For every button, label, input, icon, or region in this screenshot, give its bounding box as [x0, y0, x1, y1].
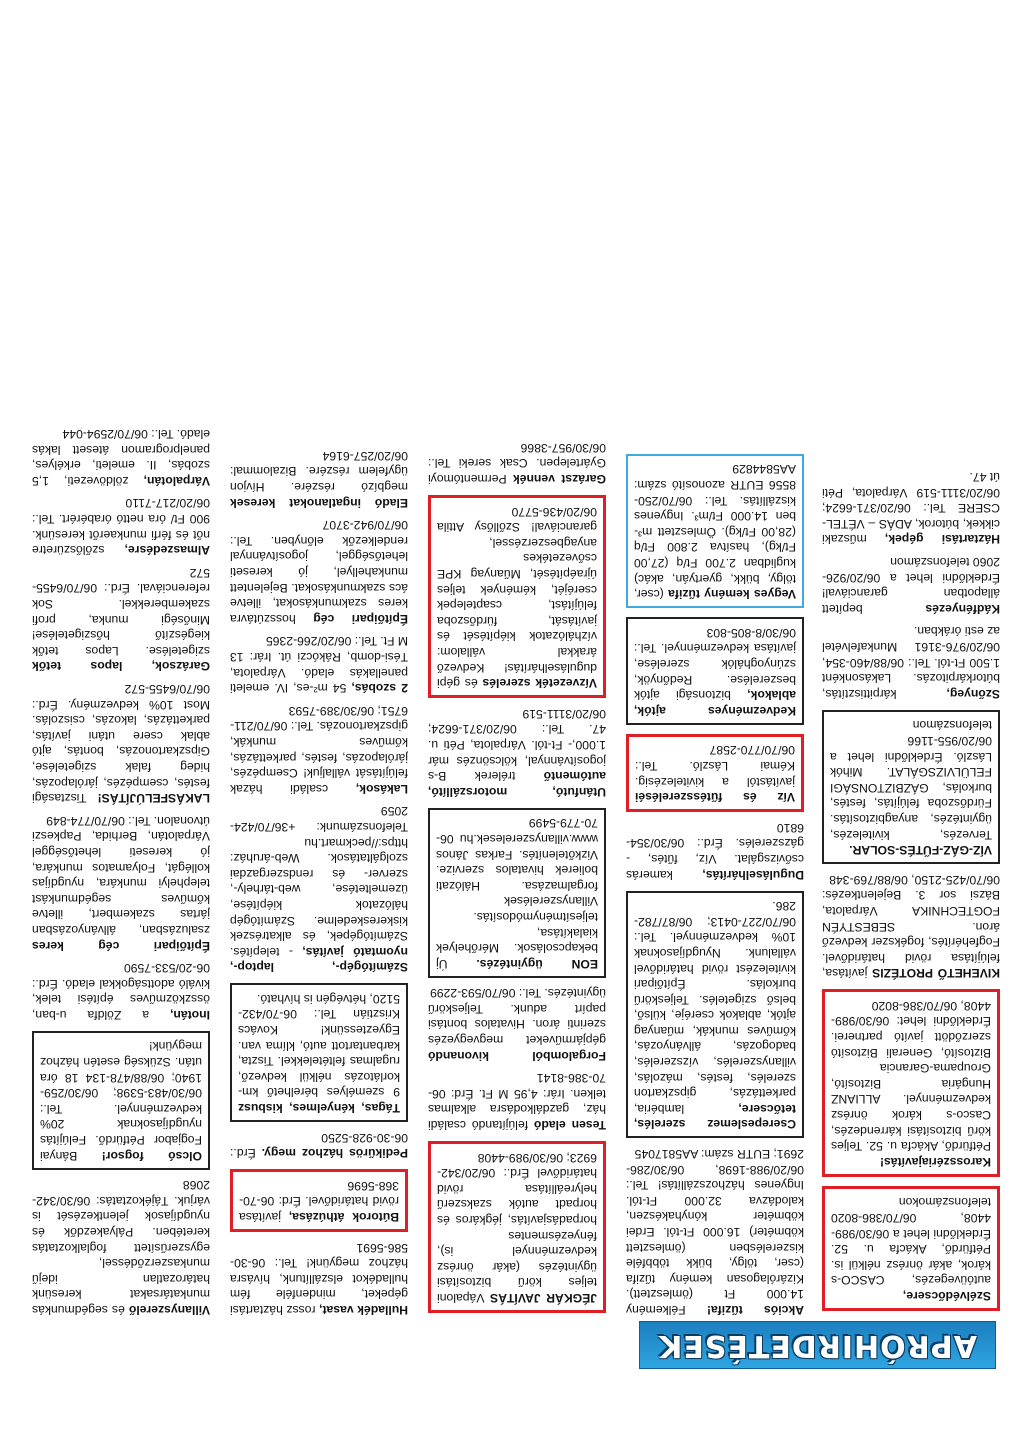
ad-column-4: [230, 27, 408, 1317]
classified-ad: [230, 1169, 408, 1232]
classified-ad: [230, 1129, 408, 1160]
ad-body: Félkemény 14.000 Ft (ömlesztett). Kizárólagosan kemény tűzifa (cser, tölgy, bükk többféle kiszerelésben (ömlesztett köbméter) 16.000 Ft-tól. Erdei köbméter kónyhakészen, kalodázva 32.000 Ft-tól. Ingyenes házhozszállítás! Tel.: 06/20/988-1698, 06/30/286-2691; EUTR szám: AA5817045: [626, 1147, 804, 1317]
ad-title: Kedvezményes ajtók, ablakok,: [634, 688, 796, 718]
classified-ad: [32, 426, 210, 488]
classified-ad: [32, 812, 210, 952]
ad-title: LAKÁSFELÚJÍTÁS!: [97, 791, 210, 806]
ad-body: és segédmunkás munkatársakat keresünk határozatlan idejű munkaszerződéssel, egyszerűsített foglalkoztatás keretében. Pályakezdők és nyugdíjasok jelentkezését is várjuk. Tájékoztatás: 06/30/342-2068: [32, 1178, 210, 1317]
ad-title: Víz és fűtésszereléséi: [635, 790, 795, 805]
ad-title: Háztartási gépek,: [884, 532, 1000, 547]
classified-ad: [32, 960, 210, 1022]
ad-body: Permentómoyi Gyártelepen. Csak sereki Tel.: 06/30/957-3866: [428, 440, 606, 487]
classifieds-banner: [639, 1321, 996, 1369]
classified-ad: [428, 808, 606, 978]
ad-body: autóüvegezés, CASCO-s károk, akár önrész nélkül is. Pétfürdő, Akácfa u. 52. Érdeklődni lehet a 06/30/989-4408, 06/70/386-8020 telefonszámokon: [831, 1195, 991, 1288]
classified-ad: [822, 553, 1000, 615]
ad-title: Villanyszerelő: [128, 1303, 210, 1317]
ad-title: Cserepeslemez szerelés, tetőcsere,: [634, 1101, 796, 1132]
ad-column-2: [626, 27, 804, 1317]
ad-title: 2 szobás,: [351, 681, 408, 696]
ad-title: Tágas, kényelmes, kisbusz: [238, 1101, 400, 1116]
ad-body: családi házak felújítását vállaljuk! Csempézés, járólapozás, festés, parkettázás, kőműves munkák, gipszkartonozás. Tel.: 06/70/211-6751; 06/30/389-7593: [230, 703, 408, 796]
ad-body: 9 személyes bérelhető km-korlátozás nélkül kedvező, rugalmas feltételekkel. Tiszta, karbantartott autó, klíma van. Egyeztessünk! Kovács Krisztián Tel.: 06-70/432-5120, hétvégén is hívható.: [238, 991, 400, 1100]
classified-ad: [822, 710, 1000, 864]
ad-body: - telepítés. Számítógépek, és alkatrészek kiskereskedelme. Számítógép hálózatok kiépítése, üzemeltetése, web-tárhely-, szerver- és rendszergazdai szolgáltatások. Web-áruház: https://peckmart.hu Telefonszámunk: +36/70/424-2059: [230, 804, 408, 959]
ad-body: 54 m²-es, IV. emeleti panellakás eladó. Várpalota, Tési-domb, Rákóczi út. Irár: 13 M Ft. Tel.: 06/20/266-2365: [230, 634, 408, 696]
ad-title: Karosszériajavítás!: [879, 1154, 991, 1169]
ad-title: Garázst vennék: [512, 472, 606, 487]
ad-title: Kádfényezés: [925, 601, 1000, 616]
classified-ad: [230, 702, 408, 796]
ad-title: EON ügyintézés.: [476, 956, 598, 971]
ad-title: Eladó ingatlanokat keresek: [230, 495, 408, 510]
ad-body: bepített állapotban garanciával! Érdeklődni lehet a 06/20/926-2060 telefonszámon: [822, 555, 1000, 616]
classified-ad: [32, 1031, 210, 1170]
ad-title: Várpalotán,: [143, 473, 210, 488]
banner-title: APRÓHIRDETÉSEK: [658, 1328, 977, 1363]
ad-body: Pétfürdő, Akácfa u. 52. Teljes körű biztosítási kárrendezés, Casco-s károk önrész kedvezménnyel. ALLIANZ Hungária Biztosító, Groupama-Garancia Biztosító, Generali Biztosító szerződött javító partnerei. Érdeklődni lehet: 06/30/989-4408, 06/70/386-8020: [831, 998, 991, 1154]
classified-ad: [822, 871, 1000, 980]
ad-column-1: [822, 25, 1000, 1315]
classified-ad: [428, 1070, 606, 1132]
ad-body: javítása, felújítása rövid határidővel. Fogfehérítés, fogékszer kedvező áron. SEBESTYÉN FOGTECHNIKA Várpalota, Bázsi sor 3. Bejelentkezés: 06/70/425-2150, 06/88/769-348: [822, 872, 1000, 981]
classified-ad: [32, 680, 210, 805]
classified-ad: [230, 1239, 408, 1317]
classified-ad: [626, 819, 804, 881]
classified-ad: [428, 495, 606, 698]
classified-ad: [626, 617, 804, 725]
ad-body: lambéria, parkettázás, gipszkarton szerelés, festés, mázolás, villanyszerelés, vízszerelés, badogozás, állványozás, kőműves munkák, műanyag ajtók, ablakok cseréje, külső, belső szigetelés. Teljeskörű burkolás. Építőipari kivitelezést rövid határidővel vállalunk. Nyugdíjasoknak 10% kedvezménnyel. Tel.: 06/70/227-0413; 06/87/782-286.: [634, 899, 796, 1116]
ad-body: Vápaloni teljes körű biztosítási ügyintézés (akár önrész kedvezménnyel is), fényezésmentes horpadásjavítás, jégkáros és horpadt autók szakszerű helyreállítása rövid határidővel Érd.: 06/20/342-6923; 06/30/989-4408: [437, 1150, 597, 1305]
ad-title: JÉGKÁR JAVÍTÁS: [490, 1291, 597, 1305]
ad-title: Vegyes kemény tűzifa: [668, 587, 796, 602]
ad-title: Számítógép-, laptop-, nyomtató javítás,: [230, 944, 408, 975]
ad-title: Olcsó fogsor!: [101, 1148, 202, 1163]
ad-body: Bányai Fogjabor Pétfürdő. Felújítás nyugdíjasoknak 20% kedvezménnyel. Tel.: 06/30/483-5398; 06/30/259-1940; 06/88/478-134 18 óra után. Szükség esetén házhoz megyünk!: [40, 1039, 202, 1163]
classified-ad: [230, 447, 408, 509]
classified-ad: [626, 734, 804, 812]
classified-ad: [822, 623, 1000, 701]
classified-ad: [230, 983, 408, 1122]
ad-body: megbízó részére. Hívjon ügyfelem részére. Bizalommal: 06/20/257-6164: [230, 448, 408, 495]
ad-title: Bútorok áthúzása,: [288, 1210, 399, 1225]
classified-ad: [32, 564, 210, 673]
ad-body: zsaluzásban, állványozásban jártas szakembert, illetve kőműves segédmunkást telephelyi munkára, nyugdíjas kollégát, Folyamatos munkára, jó kereseti lehetőséggel Várpalotán, Berhida, Papkeszi útvonalon. Tel.: 06/70/774-849: [32, 813, 210, 937]
ad-column-3: [428, 27, 606, 1317]
ad-body: rossz háztartási gépeket, mindenféle fém hulladékot elszállítunk, hívásra házhoz megyünk! Tel.: 06-30-586-5691: [230, 1240, 408, 1317]
ad-body: és gépi duguláselhárítás! Kedvező árakkal vállalom: vízhálózatok kiépítését és javítását, fürdőszoba felújítást, csaptelepek cseréjét, kémények teljes újraépítését, Műanyag KPE csővezetékes anyagbeszerzéssel, garanciával! Szőllősy Attila 06/20/436-5770: [437, 504, 597, 691]
classified-ad: [428, 1141, 606, 1313]
classified-ad: [428, 985, 606, 1063]
ad-body: trélerek B-s jogosítvánnyal, kölcsönzés már 1.000,- Ft-tól. Várpalota, Péti u. 47. Tel.: 06/20/371-6624; 06/20/3111-519: [428, 706, 606, 784]
ad-title: Lakások,: [355, 781, 408, 796]
classified-ad: [428, 705, 606, 799]
classified-ad: [822, 989, 1000, 1177]
ad-body: Tisztasági festés, csempézés, járólapozás, hideg falak szigetelése, Gipszkartonozás, bontás, ajtó ablak csere utáni javítás, parkettázás, lakozás, csiszolás. Most 10% kedvezmény. Érd.: 06/70/6455-572: [32, 682, 210, 806]
ad-body: szigetelése. Lapos tetők kiegészítő hőszigetelése! Minőségi munka, profi szakemberekkel. Sok referenciával. Érd.: 06/70/6455-572: [32, 565, 210, 658]
ad-body: hosszútávra keres szakmunkásokat, illetve ács szakmunkásokat. Bejelentett munkahellyel, jó kereseti lehetőséggel, jogosítvánnyal rendelkezők előnyben. Tel.: 06/70/942-3707: [230, 518, 408, 626]
ad-title: KIVEHETŐ PROTÉZIS: [872, 966, 1000, 981]
ad-body: a Zöldfa u-ban, összközműves építési telek, kiváló adottságokkal eladó. Érd.: 06-20/533-7590: [32, 961, 210, 1022]
ad-title: Építőipari cég keres: [32, 938, 210, 953]
ad-body: javítása rövid határidővel. Érd: 06-70-368-5696: [239, 1178, 399, 1225]
ad-title: Pedikűrös házhoz megy.: [261, 1146, 408, 1161]
ad-title: VÍZ-GÁZ-FŰTÉS-SOLAR.: [849, 843, 992, 858]
ad-title: Almaszedésre,: [124, 543, 210, 558]
ad-body: műszaki cikkek, bútorok, ADÁS – VÉTEL- CSERE Tel.: 06/20/371-6624; 06/20/3111-519 Várpalota, Péti út 47.: [822, 470, 1000, 547]
classified-ad: [626, 1145, 804, 1317]
ad-title: Akciós tűzifa!: [706, 1303, 804, 1317]
classified-ad: [626, 454, 804, 608]
ad-body: kamerás csővizsgálat. Víz, fűtés, - gázszerelés. Érd.: 06/30/354-6810: [626, 820, 804, 882]
ad-body: kárpittisztítás, bútorkárpitozás. Lakásonként 1.500 Ft-tól. Tel.: 06/88/460-354, 06/20/976-3161 Munkafelvétel az esti órákban.: [822, 624, 1000, 701]
ad-body: szőlőszüretre nőt és férfi munkaerőt keresünk. 900 Ft/ óra nettó órabérért. Tel.: 06/20/217-7110: [32, 496, 210, 558]
ad-title: Garázsok, lapos tetők: [32, 659, 210, 674]
classified-ad: [230, 633, 408, 695]
ad-title: Építőipari cég: [313, 611, 408, 626]
ad-title: Tesen eladó: [533, 1118, 606, 1133]
classified-ad: [32, 1177, 210, 1317]
ad-title: Forgalomból kivonandó: [428, 1048, 606, 1063]
ad-body: Érd.: 06-30-928-5250: [230, 1130, 408, 1161]
ad-body: felújítandó családi ház, gazdálkodásra alkalmas telken. Irár: 4,95 M Ft. Érd: 06-70-386-8141: [428, 1071, 606, 1133]
ad-body: Új bekapcsolások. Mérőhelyek kialakítása, teljesítménymódosítás. Villanyszerelések forgalmazása. Hálózati bolierek hivatalos szervize. Vizkőtelenítés. Farkas János www.villanyszerelesek.hu 06-70-779-5499: [435, 816, 598, 971]
ad-body: Tervezés, kivitelezés, ügyintézés, anyagbiztosítás. Fürdőszoba felújítás, festés, burkolás, GÁZBIZTONSÁGI FELÜLVIZSGÁLAT. Mihók László. Érdeklődni lehet a 06/20/955-1166 telefonszámon: [830, 718, 992, 842]
classified-ad: [428, 439, 606, 486]
ad-title: Duguláselhárítás,: [702, 867, 804, 882]
classified-ad: [626, 891, 804, 1139]
classified-ad: [32, 495, 210, 557]
ad-title: Inotán,: [170, 1007, 210, 1022]
classified-ad: [822, 469, 1000, 547]
ad-body: javítástól a kivitelezésig. Kémai László. Tel.: 06/70/770-2587: [635, 743, 795, 789]
ad-body: gépjárműveket megvegyezés szerinti áron. Hivatalos bontási papírt adunk. Teljeskörű ügyintézés. Tel.: 06/70/593-2299: [428, 986, 606, 1048]
classified-ad: [230, 803, 408, 975]
ad-body: biztonsági ajtók beszerelése. Redőnyök, szúnyoghálók szerelése, javítása kedvezménnyel. Tel.: 06/30/8-805-803: [634, 625, 796, 703]
ad-body: (cser, tölgy, bükk, gyertyán, akác) kuglidban 2.700 Ft/q (27,00 Ft/kg), hasítva 2.800 Ft/q (28,00 Ft/kg). Ömlesztett m³-ben 14.000 Ft/m³. Ingyenes kiszállítás. Tel.: 06/70/250-8556 EUTR azonosító szám: AA5844829: [634, 462, 796, 602]
classified-ad: [230, 517, 408, 626]
ad-title: Szőnyeg,: [946, 686, 1000, 701]
ad-title: Hulladék vasat,: [319, 1303, 408, 1317]
ad-column-5: [32, 27, 210, 1317]
ad-title: Utánfutó, motorszállító, autómentő: [428, 769, 606, 799]
ad-title: Szélvédőcsere,: [902, 1289, 991, 1303]
classified-ad: [822, 1186, 1000, 1311]
ad-title: Vízvezeték szerelés: [482, 676, 597, 691]
ad-body: zöldövezeti, 1,5 szobás, II. emeleti, erkélyes, panelprogramon átesett lakás eladó. Tel.: 06/70/2594-044: [32, 427, 210, 488]
